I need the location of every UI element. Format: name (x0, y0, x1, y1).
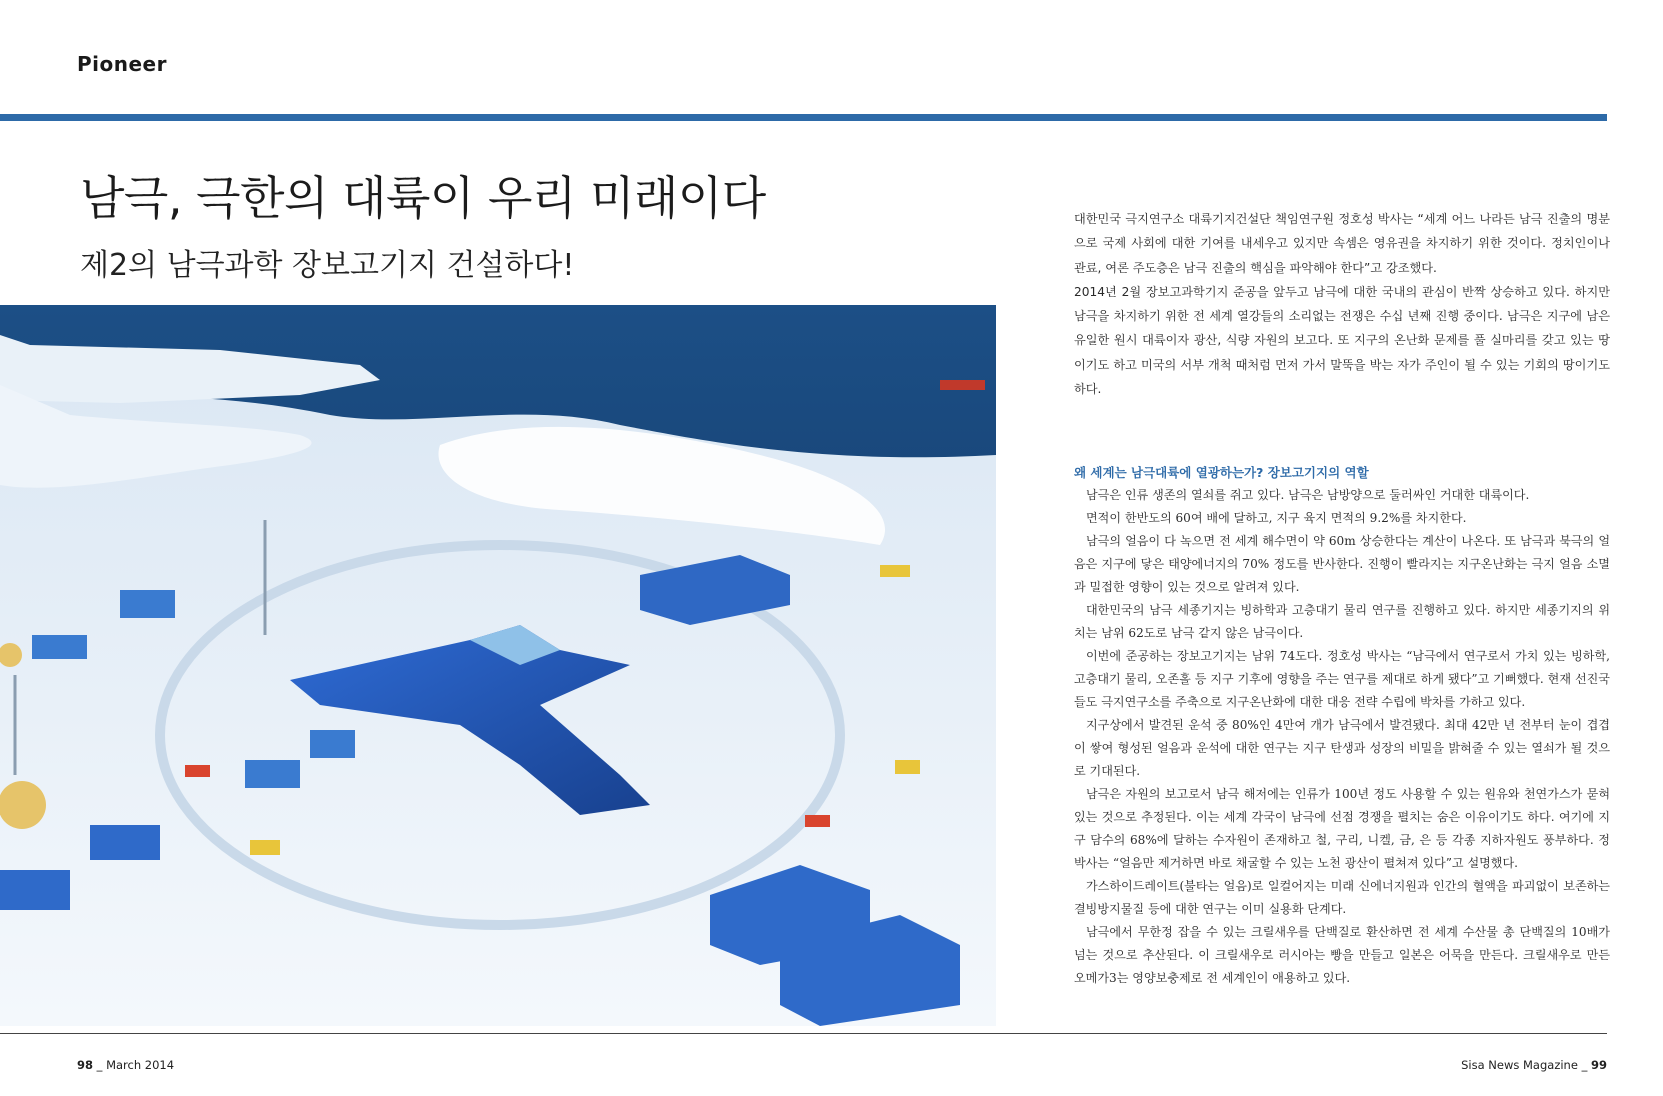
bottom-rule (0, 1033, 1607, 1034)
body-paragraph: 대한민국의 남극 세종기지는 빙하학과 고층대기 물리 연구를 진행하고 있다. 하지만 세종기지의 위치는 남위 62도로 남극 같지 않은 남극이다. (1074, 603, 1610, 640)
section-label: Pioneer (77, 52, 167, 76)
body-paragraph: 가스하이드레이트(불타는 얼음)로 일컬어지는 미래 신에너지원과 인간의 혈액을 파괴없이 보존하는 결빙방지물질 등에 대한 연구는 이미 실용화 단계다. (1074, 879, 1610, 916)
magazine-name: Sisa News Magazine _ (1461, 1058, 1588, 1072)
issue-date: _ March 2014 (96, 1058, 175, 1072)
headline: 남극, 극한의 대륙이 우리 미래이다 (80, 171, 766, 225)
body-subheading: 왜 세계는 남극대륙에 열광하는가? 장보고기지의 역할 (1074, 465, 1369, 480)
lead-paragraph: 대한민국 극지연구소 대륙기지건설단 책임연구원 정호성 박사는 “세계 어느 나라든 남극 진출의 명분으로 국제 사회에 대한 기여를 내세우고 있지만 속셈은 영유권을 차지하기 위한 것이다. 정치인이나 관료, 여론 주도층은 남극 진출의 핵심을 파악해야 한다”고 강조했다. (1074, 212, 1610, 275)
body-paragraph: 지구상에서 발견된 운석 중 80%인 4만여 개가 남극에서 발견됐다. 최대 42만 년 전부터 눈이 겹겹이 쌓여 형성된 얼음과 운석에 대한 연구는 지구 탄생과 성장의 비밀을 밝혀줄 수 있는 열쇠가 될 것으로 기대된다. (1074, 718, 1610, 778)
body-paragraph: 남극은 인류 생존의 열쇠를 쥐고 있다. 남극은 남방양으로 둘러싸인 거대한 대륙이다. (1086, 488, 1530, 502)
station-illustration (0, 305, 996, 1026)
body-paragraph: 남극은 자원의 보고로서 남극 해저에는 인류가 100년 정도 사용할 수 있는 원유와 천연가스가 묻혀 있는 것으로 추정된다. 이는 세계 각국이 남극에 선점 경쟁을 펼치는 숨은 이유이기도 하다. 여기에 지구 담수의 68%에 달하는 수자원이 존재하고 철, 구리, 니켈, 금, 은 등 각종 지하자원도 풍부하다. 정 박사는 “얼음만 제거하면 바로 채굴할 수 있는 노천 광산이 펼쳐져 있다”고 설명했다. (1074, 787, 1610, 870)
body-paragraph: 이번에 준공하는 장보고기지는 남위 74도다. 정호성 박사는 “남극에서 연구로서 가치 있는 빙하학, 고층대기 물리, 오존홀 등 지구 기후에 영향을 주는 연구를 제대로 하게 됐다”고 기뻐했다. 현재 선진국들도 극지연구소를 주축으로 지구온난화에 대한 대응 전략 수립에 박차를 가하고 있다. (1074, 649, 1610, 709)
page-number-left: 98 (77, 1058, 94, 1072)
folio-right (1461, 1058, 1607, 1072)
subheadline: 제2의 남극과학 장보고기지 건설하다! (80, 248, 575, 283)
page-number-right: 99 (1590, 1058, 1607, 1072)
body-paragraph: 남극에서 무한정 잡을 수 있는 크릴새우를 단백질로 환산하면 전 세계 수산물 총 단백질의 10배가 넘는 것으로 추산된다. 이 크릴새우로 러시아는 빵을 만들고 일본은 어묵을 만든다. 크릴새우로 만든 오메가3는 영양보충제로 전 세계인이 애용하고 있다. (1074, 925, 1610, 985)
body-paragraph: 면적이 한반도의 60여 배에 달하고, 지구 육지 면적의 9.2%를 차지한다. (1086, 511, 1467, 525)
body-paragraph: 남극의 얼음이 다 녹으면 전 세계 해수면이 약 60m 상승한다는 계산이 나온다. 또 남극과 북극의 얼음은 지구에 닿은 태양에너지의 70% 정도를 반사한다. 진행이 빨라지는 지구온난화는 극지 얼음 소멸과 밀접한 영향이 있는 것으로 알려져 있다. (1074, 534, 1610, 594)
top-rule (0, 114, 1607, 121)
lead-paragraph: 2014년 2월 장보고과학기지 준공을 앞두고 남극에 대한 국내의 관심이 반짝 상승하고 있다. 하지만 남극을 차지하기 위한 전 세계 열강들의 소리없는 전쟁은 수십 년째 진행 중이다. 남극은 지구에 남은 유일한 원시 대륙이자 광산, 식량 자원의 보고다. 또 지구의 온난화 문제를 풀 실마리를 갖고 있는 땅이기도 하고 미국의 서부 개척 때처럼 먼저 가서 말뚝을 박는 자가 주인이 될 수 있는 기회의 땅이기도 하다. (1074, 284, 1610, 397)
lead-text (1074, 207, 1610, 401)
body-text (1074, 461, 1610, 990)
folio-left (77, 1058, 174, 1072)
